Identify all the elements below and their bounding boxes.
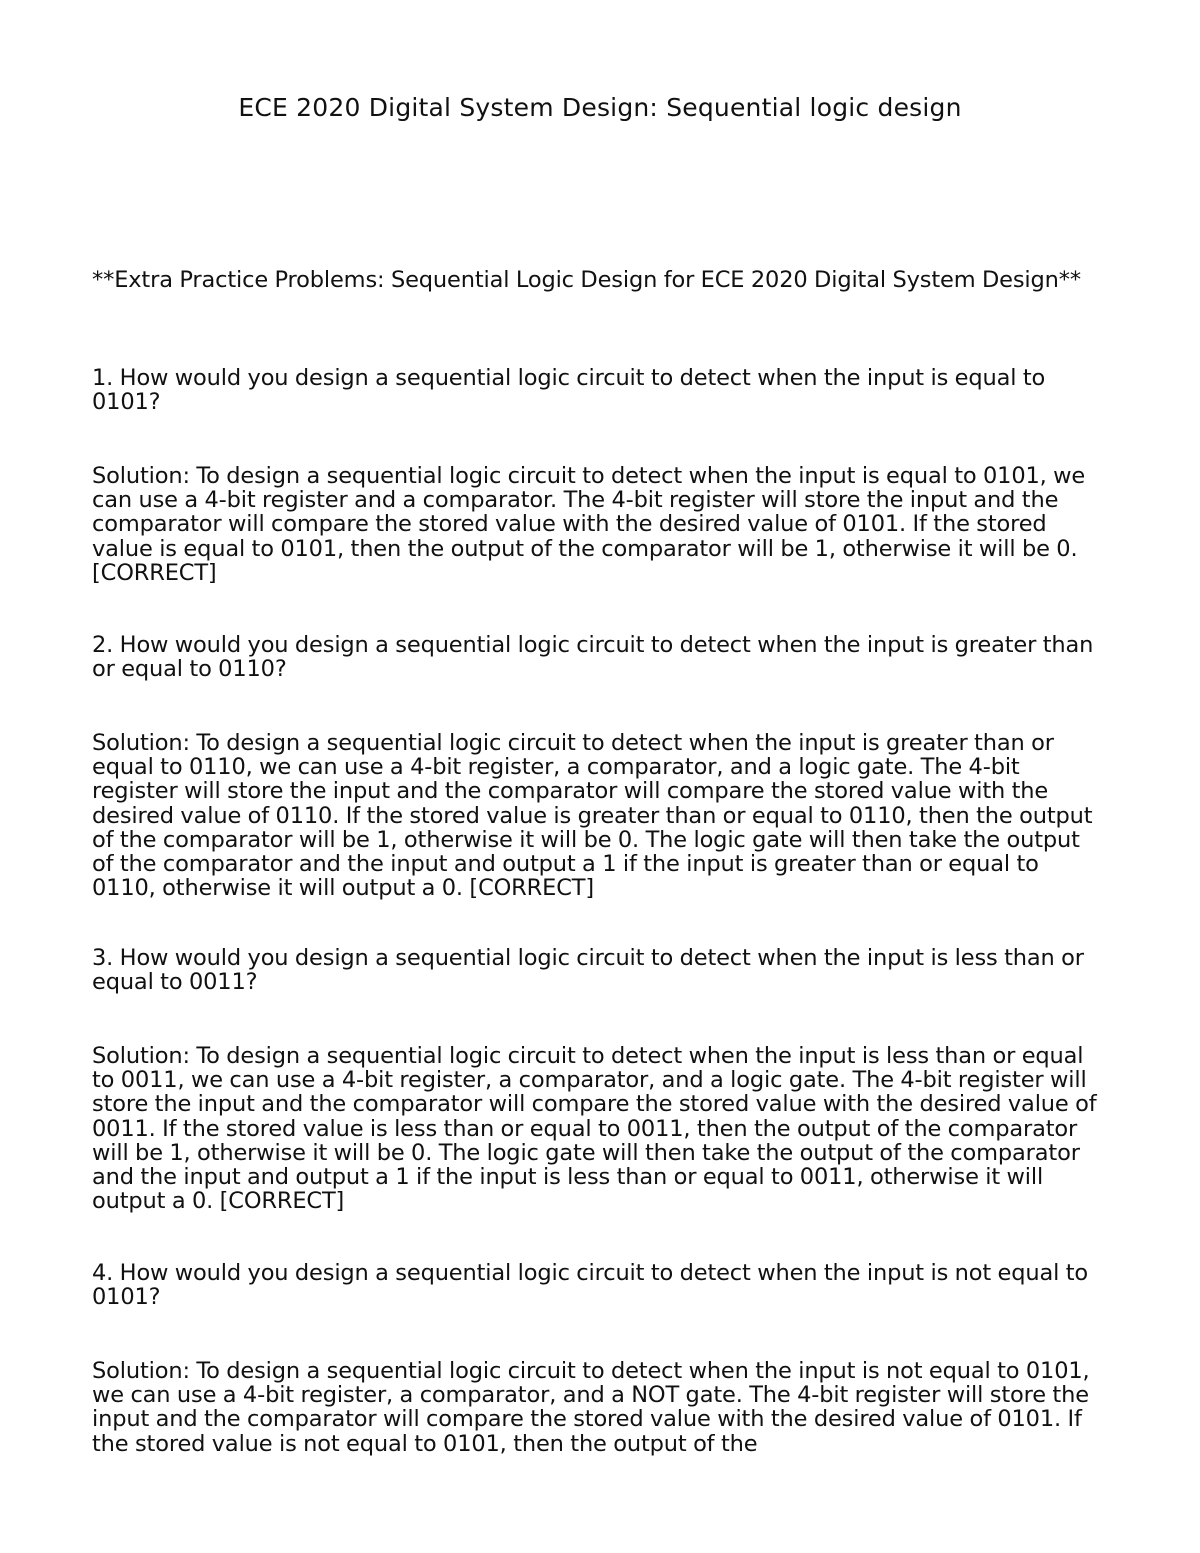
problem-1-question: 1. How would you design a sequential logic circuit to detect when the input is equal to 0101? bbox=[92, 365, 1046, 416]
problem-3-solution: Solution: To design a sequential logic circuit to detect when the input is less than or equal to 0011, we can use a 4-bit register, a comparator, and a logic gate. The 4-bit register will store the input and the comparator will compare the stored value with the desired value of 0011. If the stored value is less than or equal to 0011, then the output of the comparator will be 1, otherwise it will be 0. The logic gate will then take the output of the comparator and the input and output a 1 if the input is less than or equal to 0011, otherwise it will output a 0. [CORRECT] bbox=[92, 1043, 1097, 1215]
problem-2-question: 2. How would you design a sequential logic circuit to detect when the input is greater than or equal to 0110? bbox=[92, 632, 1094, 683]
problem-2-solution: Solution: To design a sequential logic circuit to detect when the input is greater than or equal to 0110, we can use a 4-bit register, a comparator, and a logic gate. The 4-bit register will store the input and the comparator will compare the stored value with the desired value of 0110. If the stored value is greater than or equal to 0110, then the output of the comparator will be 1, otherwise it will be 0. The logic gate will then take the output of the comparator and the input and output a 1 if the input is greater than or equal to 0110, otherwise it will output a 0. [CORRECT] bbox=[92, 730, 1093, 902]
problem-4-question: 4. How would you design a sequential logic circuit to detect when the input is not equal to 0101? bbox=[92, 1260, 1089, 1311]
section-heading: **Extra Practice Problems: Sequential Logic Design for ECE 2020 Digital System Design** bbox=[92, 267, 1081, 293]
document-title: ECE 2020 Digital System Design: Sequential logic design bbox=[238, 93, 962, 122]
problem-1-solution: Solution: To design a sequential logic circuit to detect when the input is equal to 0101, we can use a 4-bit register and a comparator. The 4-bit register will store the input and the comparator will compare the stored value with the desired value of 0101. If the stored value is equal to 0101, then the output of the comparator will be 1, otherwise it will be 0. [CORRECT] bbox=[92, 463, 1086, 586]
problem-4-solution: Solution: To design a sequential logic circuit to detect when the input is not equal to 0101, we can use a 4-bit register, a comparator, and a NOT gate. The 4-bit register will store the input and the comparator will compare the stored value with the desired value of 0101. If the stored value is not equal to 0101, then the output of the bbox=[92, 1358, 1090, 1457]
problem-3-question: 3. How would you design a sequential logic circuit to detect when the input is less than or equal to 0011? bbox=[92, 945, 1084, 996]
